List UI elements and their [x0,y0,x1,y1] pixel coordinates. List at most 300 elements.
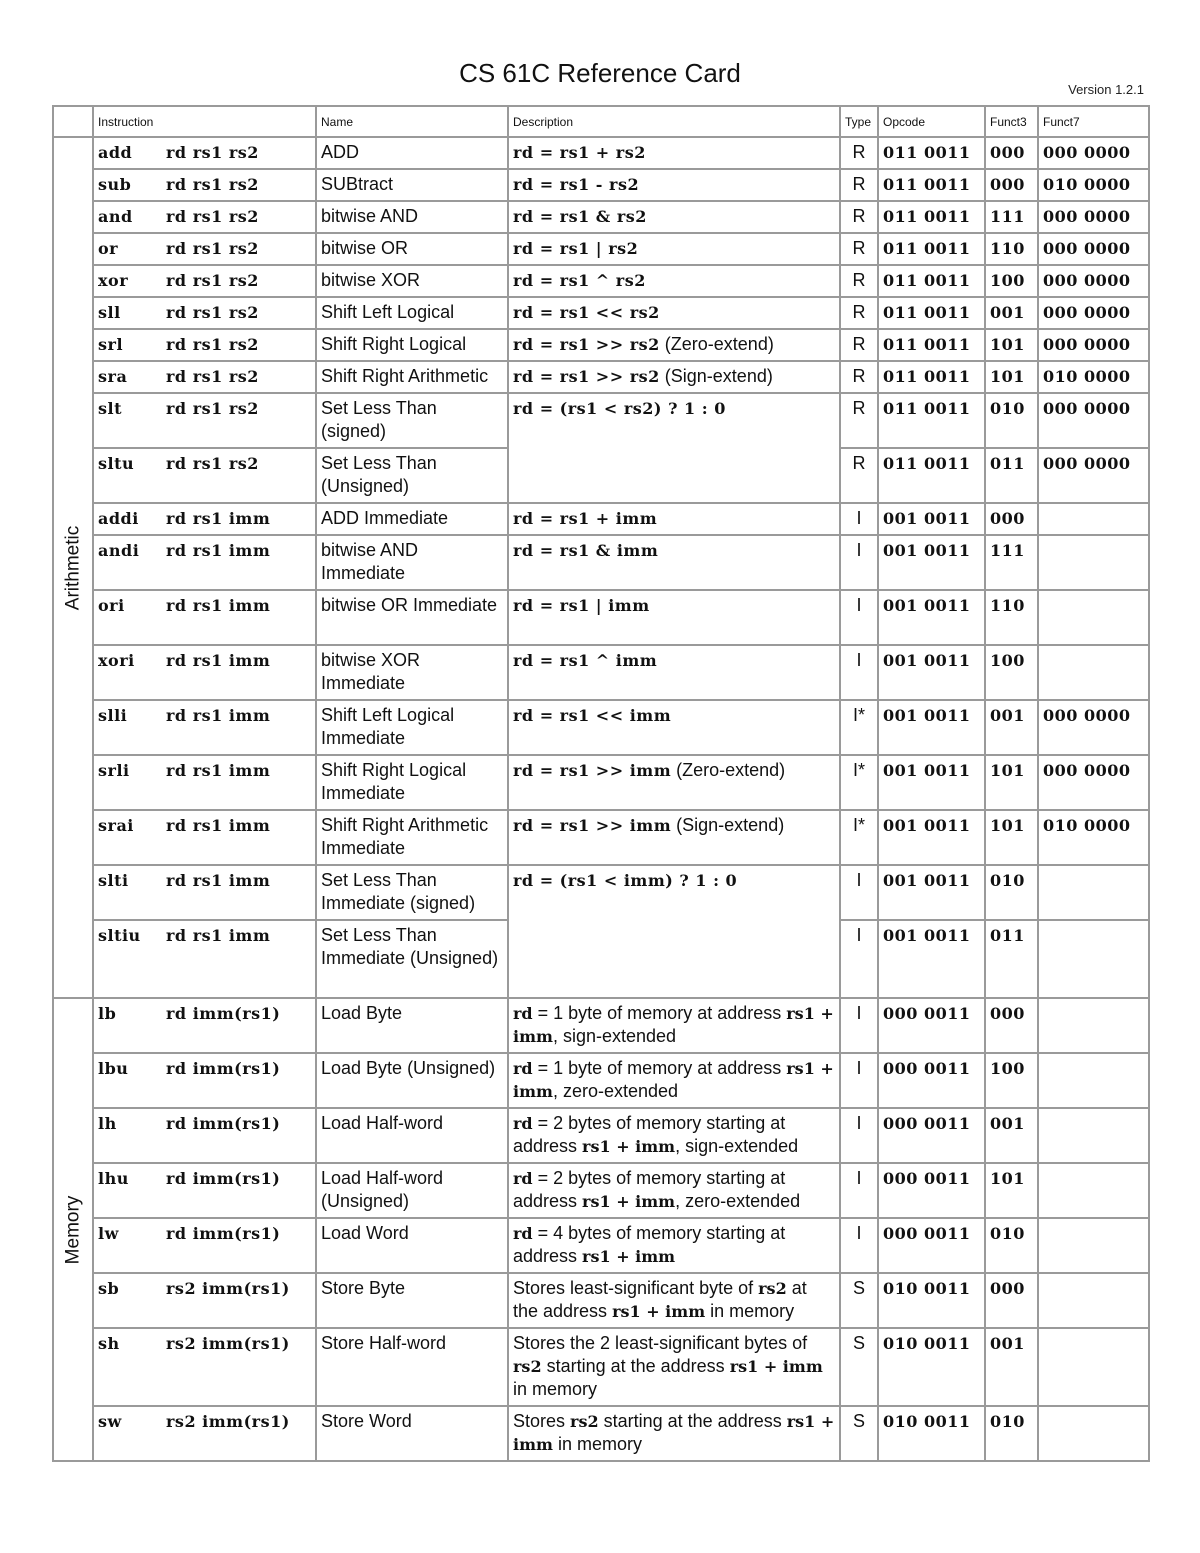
description-cell [508,998,840,1053]
instruction-args: rd rs1 imm [166,926,271,945]
funct3-cell [985,865,1038,920]
funct7-value: 010 0000 [1043,367,1131,386]
instruction-type: S [852,1278,865,1298]
table-row [53,201,1149,233]
description-code: rd = rs1 | imm [513,596,650,615]
instruction-name: bitwise XOR [321,270,421,290]
funct3-cell [985,1273,1038,1328]
instruction-mnemonic: andi [98,541,140,560]
funct3-value: 001 [990,1334,1025,1353]
description-code: rs1 + imm [513,1059,834,1101]
funct7-cell [1038,233,1149,265]
instruction-type: R [852,398,866,418]
funct3-value: 010 [990,399,1025,418]
opcode-cell [878,1273,985,1328]
instruction-name: Shift Right Arithmetic Immediate [321,815,489,858]
instruction-mnemonic: xor [98,271,129,290]
table-row [53,297,1149,329]
funct7-value: 000 0000 [1043,399,1131,418]
description-cell [508,1163,840,1218]
instruction-name: Shift Left Logical [321,302,455,322]
funct3-value: 001 [990,303,1025,322]
opcode-cell [878,1053,985,1108]
description-cell [508,1273,840,1328]
description-code: rs2 [513,1357,542,1376]
opcode-cell [878,448,985,503]
funct3-cell [985,1218,1038,1273]
opcode-value: 001 0011 [883,926,971,945]
description-code: rd = rs1 - rs2 [513,175,640,194]
instruction-args: rd imm(rs1) [166,1114,281,1133]
funct7-cell [1038,865,1149,920]
instruction-args: rd rs1 imm [166,509,271,528]
type-cell [840,1273,878,1328]
instruction-type: I [856,540,862,560]
description-cell [508,1218,840,1273]
funct3-cell [985,645,1038,700]
description-code: rd = rs1 << imm [513,706,672,725]
opcode-value: 011 0011 [883,239,971,258]
name-cell [316,448,508,503]
instruction-type: R [852,206,866,226]
funct7-cell [1038,1273,1149,1328]
description-text: starting at the address [541,1356,730,1376]
opcode-cell [878,920,985,998]
instruction-mnemonic: slti [98,871,129,890]
name-cell [316,1163,508,1218]
instruction-args: rd rs1 rs2 [166,143,259,162]
funct7-value: 000 0000 [1043,207,1131,226]
table-body [53,137,1149,1461]
opcode-cell [878,645,985,700]
instruction-name: Load Word [321,1223,409,1243]
instruction-mnemonic: sh [98,1334,120,1353]
instruction-name: Shift Right Arithmetic [321,366,489,386]
opcode-cell [878,503,985,535]
funct3-cell [985,700,1038,755]
description-code: rd = (rs1 < rs2) ? 1 : 0 [513,399,726,418]
name-cell [316,1273,508,1328]
description-cell [508,503,840,535]
type-cell [840,393,878,448]
instruction-args: rd imm(rs1) [166,1224,281,1243]
instruction-type: I [856,1223,862,1243]
funct3-value: 000 [990,175,1025,194]
opcode-cell [878,1406,985,1461]
instruction-args: rd rs1 rs2 [166,303,259,322]
table-row [53,233,1149,265]
funct7-cell [1038,1108,1149,1163]
description-text: = 2 bytes of memory starting at address [513,1168,786,1211]
instruction-args: rd rs1 rs2 [166,399,259,418]
instruction-mnemonic: and [98,207,133,226]
instruction-name: SUBtract [321,174,394,194]
instruction-type: S [852,1411,865,1431]
table-row [53,329,1149,361]
funct7-cell [1038,535,1149,590]
instruction-name: Load Half-word [321,1113,444,1133]
instruction-args: rd rs1 rs2 [166,175,259,194]
funct7-cell [1038,645,1149,700]
instruction-name: Set Less Than (signed) [321,398,437,441]
funct7-cell [1038,810,1149,865]
description-code: rd = rs1 >> imm [513,761,672,780]
table-row [53,169,1149,201]
instruction-type: I [856,650,862,670]
funct3-value: 110 [990,239,1025,258]
funct7-value: 010 0000 [1043,175,1131,194]
funct3-cell [985,1108,1038,1163]
instruction-cell [93,201,316,233]
type-cell [840,448,878,503]
instruction-cell [93,169,316,201]
instruction-name: Shift Left Logical Immediate [321,705,455,748]
description-cell [508,329,840,361]
funct3-value: 111 [990,541,1025,560]
description-code: rd = rs1 >> rs2 [513,335,660,354]
funct3-cell [985,1328,1038,1406]
funct3-value: 101 [990,816,1025,835]
instruction-cell [93,137,316,169]
name-cell [316,920,508,998]
type-cell [840,137,878,169]
opcode-value: 011 0011 [883,271,971,290]
instruction-name: ADD Immediate [321,508,449,528]
table-row [53,503,1149,535]
instruction-mnemonic: lb [98,1004,117,1023]
instruction-cell [93,1163,316,1218]
type-cell [840,1406,878,1461]
funct7-cell [1038,590,1149,645]
type-cell [840,535,878,590]
description-code: rd [513,1224,533,1243]
opcode-value: 001 0011 [883,596,971,615]
description-cell [508,810,840,865]
instruction-args: rd rs1 rs2 [166,271,259,290]
description-text: in memory [513,1379,598,1399]
instruction-mnemonic: lbu [98,1059,129,1078]
description-code: rd [513,1059,533,1078]
opcode-cell [878,535,985,590]
name-cell [316,1108,508,1163]
funct7-cell [1038,297,1149,329]
instruction-args: rs2 imm(rs1) [166,1334,290,1353]
table-row [53,755,1149,810]
opcode-value: 010 0011 [883,1412,971,1431]
funct7-value: 000 0000 [1043,239,1131,258]
header-name: Name [316,106,508,137]
instruction-cell [93,1108,316,1163]
header-funct3: Funct3 [985,106,1038,137]
description-cell [508,590,840,645]
opcode-cell [878,233,985,265]
instruction-type: R [852,453,866,473]
funct3-value: 101 [990,367,1025,386]
opcode-value: 000 0011 [883,1059,971,1078]
instruction-name: Load Half-word (Unsigned) [321,1168,444,1211]
opcode-cell [878,865,985,920]
opcode-value: 011 0011 [883,175,971,194]
name-cell [316,393,508,448]
description-code: rd = rs1 & rs2 [513,207,647,226]
instruction-cell [93,297,316,329]
funct7-cell [1038,137,1149,169]
table-row [53,265,1149,297]
funct3-cell [985,1053,1038,1108]
instruction-name: Set Less Than (Unsigned) [321,453,437,496]
funct7-value: 000 0000 [1043,271,1131,290]
instruction-cell [93,1406,316,1461]
description-code: rd [513,1114,533,1133]
header-instruction: Instruction [93,106,316,137]
funct3-cell [985,137,1038,169]
description-code: rs1 + imm [612,1302,706,1321]
instruction-type: R [852,334,866,354]
description-text: = 4 bytes of memory starting at address [513,1223,786,1266]
type-cell [840,1328,878,1406]
type-cell [840,755,878,810]
instruction-type: R [852,366,866,386]
instruction-args: rs2 imm(rs1) [166,1279,290,1298]
header-section [53,106,93,137]
description-code: rs2 [570,1412,599,1431]
type-cell [840,998,878,1053]
funct7-cell [1038,1218,1149,1273]
type-cell [840,810,878,865]
funct7-cell [1038,700,1149,755]
opcode-value: 011 0011 [883,335,971,354]
funct7-value: 000 0000 [1043,761,1131,780]
funct3-value: 100 [990,1059,1025,1078]
table-row [53,137,1149,169]
table-row [53,998,1149,1053]
funct3-value: 010 [990,1412,1025,1431]
header-funct7: Funct7 [1038,106,1149,137]
instruction-mnemonic: lw [98,1224,119,1243]
instruction-args: rd rs1 rs2 [166,367,259,386]
funct7-value: 000 0000 [1043,143,1131,162]
funct3-cell [985,329,1038,361]
funct3-value: 101 [990,335,1025,354]
instruction-mnemonic: ori [98,596,125,615]
instruction-name: bitwise OR Immediate [321,595,498,615]
description-text: , zero-extended [552,1081,679,1101]
opcode-value: 011 0011 [883,399,971,418]
funct7-cell [1038,201,1149,233]
name-cell [316,265,508,297]
table-row [53,1328,1149,1406]
instruction-name: Load Byte [321,1003,403,1023]
instruction-type: I* [852,815,865,835]
page-title: CS 61C Reference Card [459,58,741,88]
funct7-cell [1038,1163,1149,1218]
instruction-mnemonic: addi [98,509,139,528]
funct3-cell [985,361,1038,393]
funct7-cell [1038,169,1149,201]
type-cell [840,1163,878,1218]
opcode-cell [878,998,985,1053]
name-cell [316,865,508,920]
instruction-type: I [856,595,862,615]
name-cell [316,329,508,361]
type-cell [840,700,878,755]
instruction-name: Shift Right Logical [321,334,467,354]
section-memory-label: Memory [62,1195,84,1264]
instruction-args: rd rs1 imm [166,541,271,560]
description-note: (Sign-extend) [664,366,773,386]
funct3-cell [985,393,1038,448]
name-cell [316,1328,508,1406]
table-row [53,1218,1149,1273]
instruction-cell [93,535,316,590]
description-text: Stores the 2 least-significant bytes of [513,1333,808,1353]
instruction-mnemonic: sll [98,303,121,322]
instruction-args: rd rs1 imm [166,871,271,890]
funct3-value: 001 [990,1114,1025,1133]
instruction-cell [93,393,316,448]
description-cell [508,535,840,590]
instruction-type: I [856,1113,862,1133]
header-opcode: Opcode [878,106,985,137]
instruction-mnemonic: sltu [98,454,135,473]
description-cell [508,137,840,169]
instruction-args: rd rs1 rs2 [166,335,259,354]
funct3-value: 000 [990,509,1025,528]
type-cell [840,169,878,201]
instruction-mnemonic: slt [98,399,122,418]
description-cell [508,169,840,201]
opcode-value: 001 0011 [883,509,971,528]
instruction-args: rs2 imm(rs1) [166,1412,290,1431]
funct7-value: 000 0000 [1043,335,1131,354]
description-code: rd = rs1 >> rs2 [513,367,660,386]
instruction-name: bitwise AND [321,206,419,226]
funct3-cell [985,998,1038,1053]
funct7-cell [1038,361,1149,393]
opcode-value: 001 0011 [883,816,971,835]
instruction-args: rd imm(rs1) [166,1059,281,1078]
funct3-value: 000 [990,143,1025,162]
opcode-value: 011 0011 [883,207,971,226]
table-row [53,1273,1149,1328]
table-header-row [53,106,1149,137]
instruction-args: rd imm(rs1) [166,1004,281,1023]
opcode-value: 001 0011 [883,871,971,890]
instruction-cell [93,1218,316,1273]
instruction-args: rd rs1 imm [166,596,271,615]
description-cell [508,700,840,755]
instruction-type: I [856,870,862,890]
opcode-cell [878,265,985,297]
name-cell [316,998,508,1053]
funct7-cell [1038,998,1149,1053]
funct3-cell [985,233,1038,265]
funct3-value: 100 [990,271,1025,290]
instruction-mnemonic: add [98,143,133,162]
description-code: rs2 [758,1279,787,1298]
description-cell [508,297,840,329]
opcode-value: 011 0011 [883,367,971,386]
name-cell [316,503,508,535]
table-row [53,393,1149,448]
funct3-value: 110 [990,596,1025,615]
name-cell [316,590,508,645]
funct3-cell [985,755,1038,810]
description-text: = 1 byte of memory at address [532,1058,787,1078]
name-cell [316,1406,508,1461]
instruction-name: Store Word [321,1411,412,1431]
description-text: , zero-extended [675,1191,801,1211]
instruction-args: rd rs1 imm [166,761,271,780]
type-cell [840,361,878,393]
description-note: (Zero-extend) [664,334,774,354]
opcode-cell [878,1328,985,1406]
funct3-cell [985,1163,1038,1218]
description-cell [508,865,840,998]
instruction-mnemonic: sra [98,367,128,386]
type-cell [840,233,878,265]
funct3-cell [985,810,1038,865]
table-row [53,590,1149,645]
type-cell [840,329,878,361]
description-text: , sign-extended [552,1026,677,1046]
opcode-cell [878,201,985,233]
description-cell [508,755,840,810]
funct7-cell [1038,920,1149,998]
opcode-value: 011 0011 [883,454,971,473]
funct7-cell [1038,265,1149,297]
table-row [53,1406,1149,1461]
instruction-type: R [852,270,866,290]
funct3-cell [985,920,1038,998]
opcode-cell [878,590,985,645]
opcode-cell [878,1108,985,1163]
description-text: in memory [705,1301,795,1321]
opcode-value: 000 0011 [883,1169,971,1188]
instruction-type: R [852,142,866,162]
instruction-mnemonic: sub [98,175,132,194]
instruction-args: rd imm(rs1) [166,1169,281,1188]
funct3-value: 010 [990,871,1025,890]
instruction-name: Store Byte [321,1278,406,1298]
description-note: (Sign-extend) [676,815,785,835]
opcode-cell [878,700,985,755]
opcode-value: 000 0011 [883,1224,971,1243]
instruction-cell [93,810,316,865]
instruction-cell [93,645,316,700]
opcode-value: 011 0011 [883,303,971,322]
description-code: rd = rs1 ^ rs2 [513,271,646,290]
description-code: rd = rs1 + rs2 [513,143,646,162]
description-cell [508,1053,840,1108]
table-row [53,810,1149,865]
opcode-cell [878,810,985,865]
instruction-cell [93,920,316,998]
funct7-value: 000 0000 [1043,303,1131,322]
table-row [53,700,1149,755]
opcode-value: 001 0011 [883,651,971,670]
name-cell [316,297,508,329]
instruction-args: rd rs1 imm [166,816,271,835]
description-text: at the address [513,1278,807,1321]
funct7-cell [1038,755,1149,810]
description-code: rs1 + imm [513,1004,834,1046]
instruction-args: rd rs1 imm [166,706,271,725]
funct7-cell [1038,448,1149,503]
name-cell [316,700,508,755]
description-cell [508,361,840,393]
opcode-value: 001 0011 [883,706,971,725]
